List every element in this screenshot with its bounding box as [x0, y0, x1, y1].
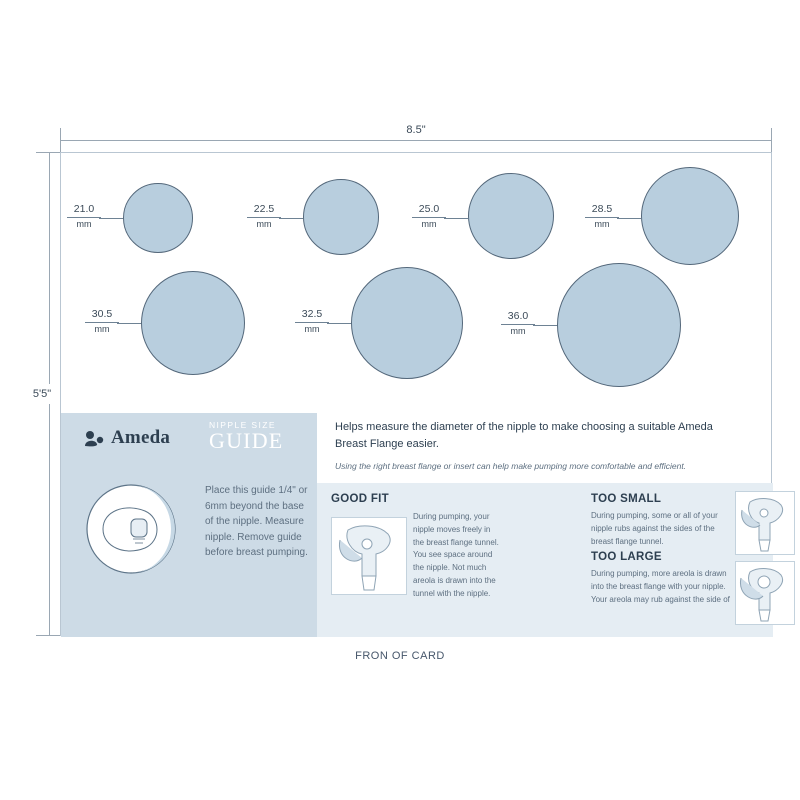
fit-body-good: During pumping, your nipple moves freely in the breast flange tunnel. You see space around the nipple. Not much areola is drawn into the tunnel with the nipple. — [413, 512, 499, 598]
card-body — [60, 152, 772, 636]
helps-subline: Using the right breast flange or insert can help make pumping more comfortable and efficient. — [335, 461, 687, 471]
flange-good-fit-thumbnail — [331, 517, 407, 595]
dimension-height-label: 5'5" — [22, 384, 62, 404]
guidance-panel — [317, 413, 773, 637]
size-circle-305 — [141, 271, 245, 375]
size-label-305: 30.5 mm — [85, 308, 119, 335]
size-label-325: 32.5 mm — [295, 308, 329, 335]
size-label-225: 22.5 mm — [247, 203, 281, 230]
guide-title-block — [209, 421, 283, 452]
dimension-width — [60, 124, 772, 152]
fit-column-good — [331, 493, 409, 510]
size-circle-36 — [557, 263, 681, 387]
size-label-25: 25.0 mm — [412, 203, 446, 230]
dimension-width-label: 8.5" — [398, 124, 433, 136]
size-circle-325 — [351, 267, 463, 379]
size-leader-285 — [617, 218, 641, 219]
size-label-285: 28.5 mm — [585, 203, 619, 230]
size-leader-25 — [444, 218, 468, 219]
fit-body-good-wrap — [413, 511, 499, 601]
instructions-text: Place this guide 1/4" or 6mm beyond the base of the nipple. Measure nipple. Remove guide before breast pumping. — [205, 485, 308, 558]
dimension-width-line — [60, 140, 772, 141]
flange-too-small-thumbnail — [735, 491, 795, 555]
brand-row — [61, 413, 317, 471]
size-label-21: 21.0 mm — [67, 203, 101, 230]
size-leader-225 — [279, 218, 303, 219]
brand-lockup — [83, 427, 170, 449]
guide-title: GUIDE — [209, 427, 284, 453]
flange-too-large-thumbnail — [735, 561, 795, 625]
size-circles-area — [61, 153, 773, 413]
helps-headline: Helps measure the diameter of the nipple to make choosing a suitable Ameda Breast Flange easier. — [335, 421, 713, 450]
breast-measure-illustration-icon — [83, 481, 193, 577]
dimension-height — [32, 152, 62, 636]
size-leader-305 — [117, 323, 141, 324]
fit-title-small: TOO SMALL — [591, 493, 662, 505]
size-label-36: 36.0 mm — [501, 310, 535, 337]
fit-body-large: During pumping, more areola is drawn into the breast flange with your nipple. Your areola may rub against the side of — [591, 569, 730, 604]
size-leader-36 — [533, 325, 557, 326]
info-band — [61, 413, 773, 637]
fit-column-small — [591, 493, 731, 548]
size-leader-325 — [327, 323, 351, 324]
fit-title-large: TOO LARGE — [591, 551, 662, 563]
size-circle-285 — [641, 167, 739, 265]
brand-panel — [61, 413, 317, 637]
baby-logo-icon — [83, 429, 105, 447]
fit-column-large — [591, 551, 731, 606]
fit-info-panel — [317, 483, 773, 637]
brand-name: Ameda — [111, 427, 171, 448]
fit-body-small: During pumping, some or all of your nipple rubs against the sides of the breast flange tunnel. — [591, 511, 718, 546]
dimension-width-tick-right — [771, 128, 772, 152]
footer-caption: FRON OF CARD — [355, 650, 445, 662]
size-circle-225 — [303, 179, 379, 255]
fit-title-good: GOOD FIT — [331, 493, 389, 505]
dimension-height-tick-bottom — [36, 635, 62, 636]
size-circle-25 — [468, 173, 554, 259]
guide-eyebrow: NIPPLE SIZE — [209, 420, 276, 430]
size-circle-21 — [123, 183, 193, 253]
size-leader-21 — [99, 218, 123, 219]
